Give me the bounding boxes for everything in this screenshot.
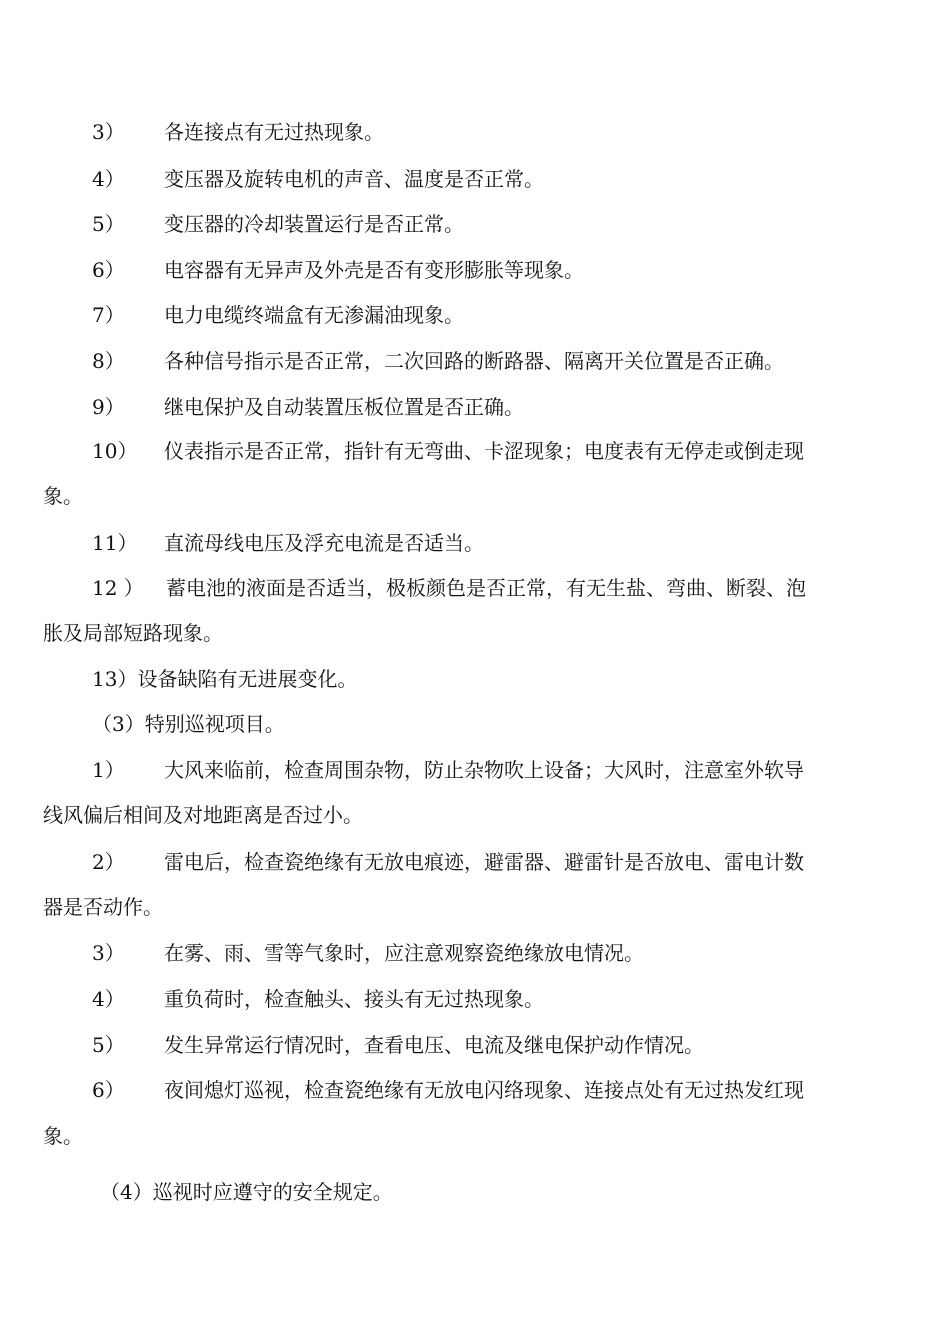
list-item-continuation: 胀及局部短路现象。 xyxy=(43,621,223,645)
item-number: 4） xyxy=(92,167,125,191)
item-number: 2） xyxy=(92,850,125,874)
item-text: 仪表指示是否正常，指针有无弯曲、卡涩现象；电度表有无停走或倒走现 xyxy=(164,439,804,463)
item-number: 4） xyxy=(92,987,125,1011)
item-text: 变压器的冷却装置运行是否正常。 xyxy=(164,212,464,236)
list-item xyxy=(92,439,804,463)
item-number: 12 ） xyxy=(92,576,144,600)
item-text: 在雾、雨、雪等气象时，应注意观察瓷绝缘放电情况。 xyxy=(164,941,644,965)
list-item xyxy=(92,667,357,691)
item-number: 3） xyxy=(92,120,125,144)
section-heading xyxy=(100,1180,393,1204)
item-number: 7） xyxy=(92,303,125,327)
item-number: 13） xyxy=(92,667,138,691)
list-item xyxy=(92,941,644,965)
item-text: 发生异常运行情况时，查看电压、电流及继电保护动作情况。 xyxy=(164,1033,704,1057)
list-item xyxy=(92,120,384,144)
item-text: 大风来临前，检查周围杂物，防止杂物吹上设备；大风时，注意室外软导 xyxy=(164,758,804,782)
item-number: 5） xyxy=(92,212,125,236)
item-number: 8） xyxy=(92,349,125,373)
list-item xyxy=(92,1078,804,1102)
list-item xyxy=(92,303,464,327)
list-item xyxy=(92,850,804,874)
item-number: 1） xyxy=(92,758,125,782)
item-number: 6） xyxy=(92,258,125,282)
list-item xyxy=(92,212,464,236)
item-text: 电力电缆终端盒有无渗漏油现象。 xyxy=(164,303,464,327)
item-text: 夜间熄灯巡视，检查瓷绝缘有无放电闪络现象、连接点处有无过热发红现 xyxy=(164,1078,804,1102)
section-heading xyxy=(92,712,285,736)
item-number: 3） xyxy=(92,941,125,965)
item-text: 重负荷时，检查触头、接头有无过热现象。 xyxy=(164,987,544,1011)
item-text: 蓄电池的液面是否适当，极板颜色是否正常，有无生盐、弯曲、断裂、泡 xyxy=(166,576,806,600)
list-item xyxy=(92,531,484,555)
item-number: 5） xyxy=(92,1033,125,1057)
list-item xyxy=(92,258,584,282)
list-item xyxy=(92,349,784,373)
list-item xyxy=(92,987,544,1011)
item-text: 各种信号指示是否正常，二次回路的断路器、隔离开关位置是否正确。 xyxy=(164,349,784,373)
item-text: 电容器有无异声及外壳是否有变形膨胀等现象。 xyxy=(164,258,584,282)
list-item xyxy=(92,758,804,782)
item-text: 变压器及旋转电机的声音、温度是否正常。 xyxy=(164,167,544,191)
list-item-continuation: 线风偏后相间及对地距离是否过小。 xyxy=(43,803,363,827)
list-item-continuation: 象。 xyxy=(43,484,83,508)
list-item-continuation: 器是否动作。 xyxy=(43,895,163,919)
list-item xyxy=(92,395,524,419)
list-item xyxy=(92,1033,704,1057)
section-title: 特别巡视项目。 xyxy=(144,712,285,736)
item-text: 雷电后，检查瓷绝缘有无放电痕迹，避雷器、避雷针是否放电、雷电计数 xyxy=(164,850,804,874)
item-number: 10） xyxy=(92,439,138,463)
list-item xyxy=(92,167,544,191)
section-title: 巡视时应遵守的安全规定。 xyxy=(152,1180,393,1204)
item-number: 6） xyxy=(92,1078,125,1102)
section-number: （4） xyxy=(100,1180,153,1204)
item-text: 设备缺陷有无进展变化。 xyxy=(137,667,358,691)
list-item xyxy=(92,576,806,600)
item-text: 继电保护及自动装置压板位置是否正确。 xyxy=(164,395,524,419)
item-text: 直流母线电压及浮充电流是否适当。 xyxy=(164,531,484,555)
item-text: 各连接点有无过热现象。 xyxy=(164,120,384,144)
section-number: （3） xyxy=(92,712,145,736)
item-number: 11） xyxy=(92,531,138,555)
item-number: 9） xyxy=(92,395,125,419)
list-item-continuation: 象。 xyxy=(43,1124,83,1148)
